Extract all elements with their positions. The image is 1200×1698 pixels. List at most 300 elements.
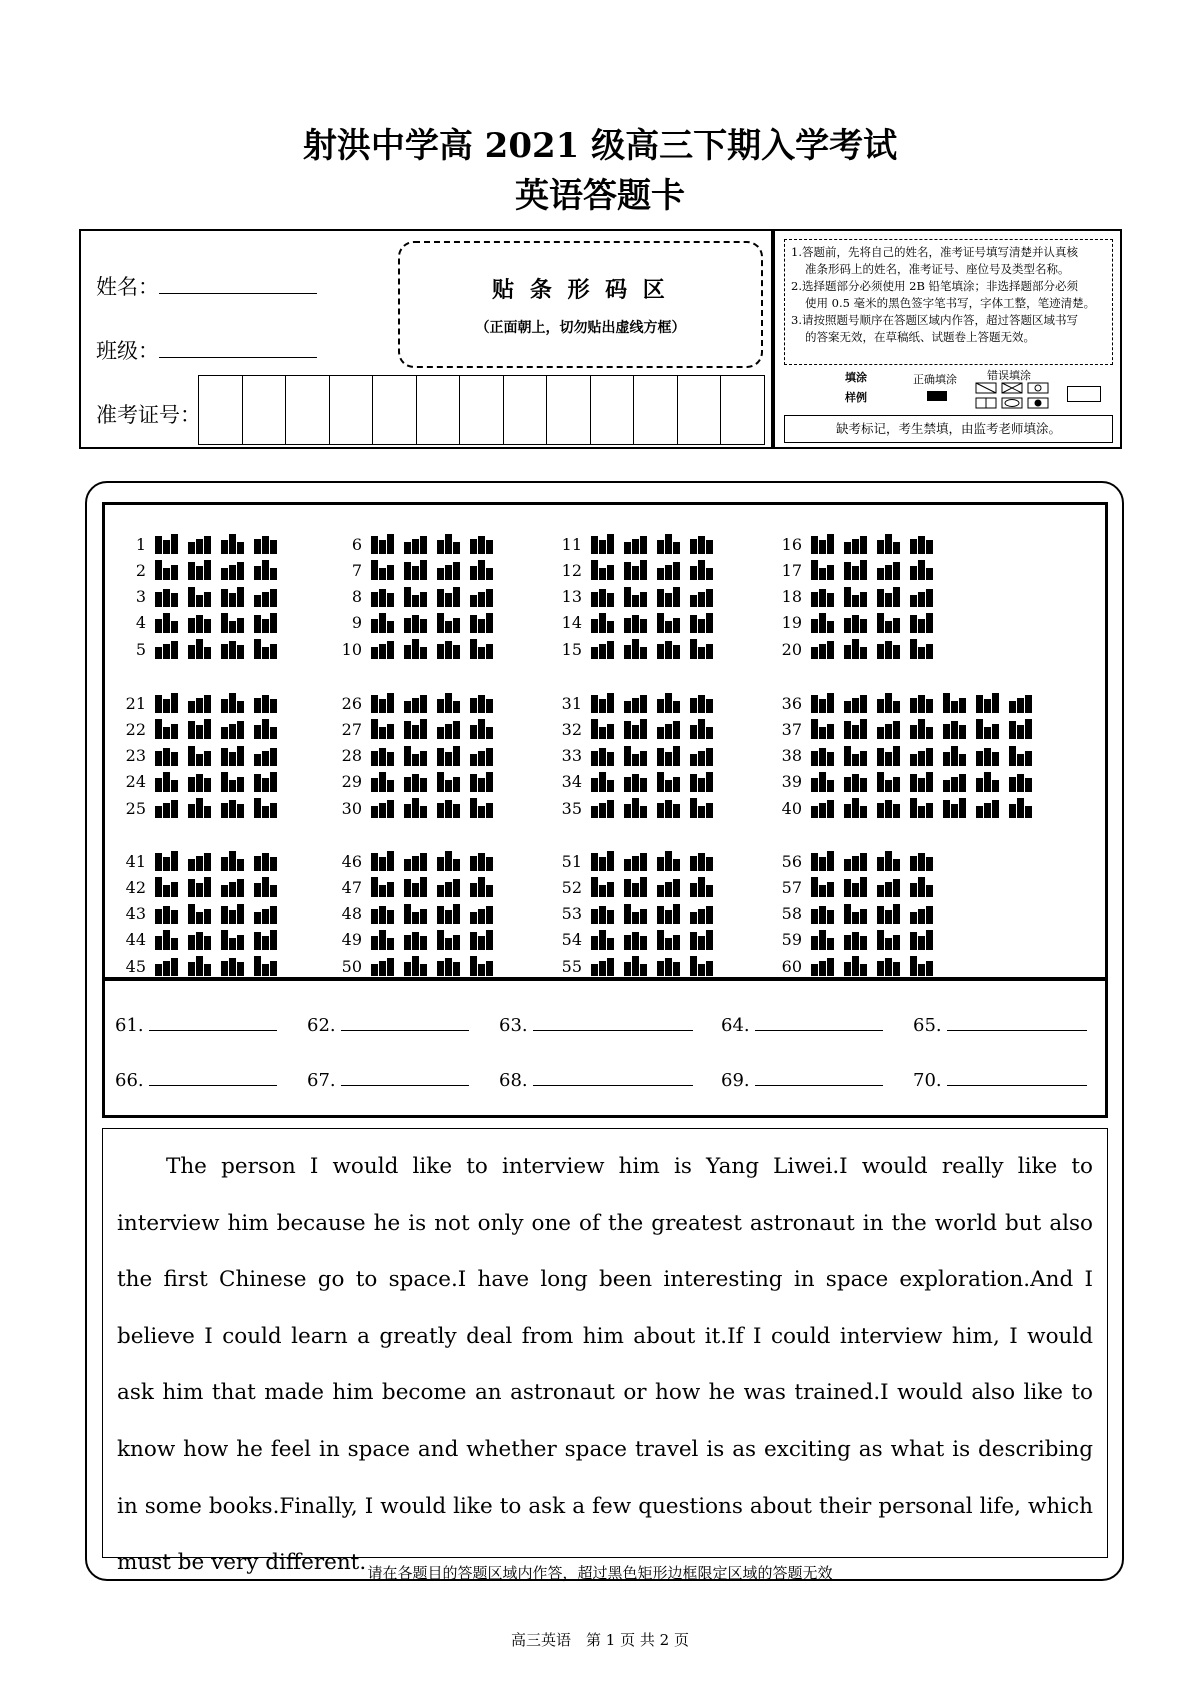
answer-bubble[interactable]: [470, 560, 494, 580]
ticket-digit-cell[interactable]: [633, 376, 677, 444]
answer-bubble[interactable]: [910, 693, 934, 713]
answer-bubble[interactable]: [657, 693, 681, 713]
ticket-digit-cell[interactable]: [720, 376, 764, 444]
answer-bubble[interactable]: [254, 639, 278, 659]
answer-bubble[interactable]: [188, 746, 212, 766]
answer-bubble[interactable]: [624, 613, 648, 633]
answer-bubble[interactable]: [811, 560, 835, 580]
answer-bubble[interactable]: [470, 534, 494, 554]
answer-bubble[interactable]: [254, 560, 278, 580]
answer-bubble[interactable]: [657, 877, 681, 897]
ticket-digit-cell[interactable]: [285, 376, 329, 444]
answer-bubble[interactable]: [657, 719, 681, 739]
answer-bubble[interactable]: [404, 904, 428, 924]
mc-question-2: [112, 557, 278, 583]
answer-bubble[interactable]: [690, 587, 714, 607]
answer-bubble[interactable]: [877, 693, 901, 713]
answer-bubble[interactable]: [811, 693, 835, 713]
answer-bubble[interactable]: [844, 560, 868, 580]
answer-bubble[interactable]: [657, 587, 681, 607]
blank-62[interactable]: [307, 1015, 469, 1036]
mc-question-7: [328, 557, 494, 583]
answer-bubble[interactable]: [254, 798, 278, 818]
answer-bubble[interactable]: [844, 693, 868, 713]
answer-bubble[interactable]: [591, 904, 615, 924]
blank-number: 64.: [721, 1015, 750, 1036]
answer-bubble[interactable]: [844, 956, 868, 976]
answer-bubble[interactable]: [254, 851, 278, 871]
blank-63[interactable]: [499, 1015, 693, 1036]
answer-bubble[interactable]: [188, 613, 212, 633]
blank-61[interactable]: [115, 1015, 277, 1036]
answer-bubble[interactable]: [221, 956, 245, 976]
answer-bubble[interactable]: [221, 693, 245, 713]
answer-bubble[interactable]: [910, 639, 934, 659]
answer-bubble[interactable]: [371, 639, 395, 659]
answer-bubble[interactable]: [437, 587, 461, 607]
answer-bubble[interactable]: [371, 904, 395, 924]
answer-bubble[interactable]: [470, 746, 494, 766]
absent-mark-box[interactable]: [1067, 386, 1101, 402]
answer-bubble[interactable]: [877, 904, 901, 924]
answer-bubble[interactable]: [221, 534, 245, 554]
answer-bubble[interactable]: [155, 534, 179, 554]
answer-bubble[interactable]: [1009, 772, 1033, 792]
answer-bubble[interactable]: [371, 746, 395, 766]
ticket-digit-cell[interactable]: [372, 376, 416, 444]
answer-bubble[interactable]: [221, 851, 245, 871]
answer-bubble[interactable]: [155, 930, 179, 950]
answer-bubble[interactable]: [404, 746, 428, 766]
mc-question-38: [768, 743, 1033, 769]
answer-bubble[interactable]: [591, 560, 615, 580]
answer-bubble[interactable]: [155, 613, 179, 633]
answer-bubble[interactable]: [155, 587, 179, 607]
answer-bubble[interactable]: [188, 587, 212, 607]
ticket-digit-cell[interactable]: [242, 376, 286, 444]
answer-bubble[interactable]: [404, 587, 428, 607]
answer-bubble[interactable]: [188, 560, 212, 580]
answer-bubble[interactable]: [844, 587, 868, 607]
answer-bubble[interactable]: [657, 904, 681, 924]
answer-bubble[interactable]: [690, 639, 714, 659]
answer-bubble[interactable]: [877, 930, 901, 950]
ticket-digit-cell[interactable]: [329, 376, 373, 444]
answer-bubble[interactable]: [371, 587, 395, 607]
answer-bubble[interactable]: [624, 639, 648, 659]
answer-bubble[interactable]: [591, 930, 615, 950]
answer-bubble[interactable]: [188, 693, 212, 713]
answer-bubble[interactable]: [624, 851, 648, 871]
ticket-digit-cell[interactable]: [590, 376, 634, 444]
answer-bubble[interactable]: [690, 904, 714, 924]
answer-bubble[interactable]: [976, 772, 1000, 792]
answer-bubble[interactable]: [657, 930, 681, 950]
answer-bubble[interactable]: [437, 877, 461, 897]
answer-bubble[interactable]: [437, 693, 461, 713]
answer-bubble[interactable]: [811, 613, 835, 633]
answer-bubble[interactable]: [624, 693, 648, 713]
answer-bubble[interactable]: [811, 851, 835, 871]
fill-sample-label-2: 样例: [845, 391, 867, 404]
answer-bubble[interactable]: [591, 798, 615, 818]
answer-bubble[interactable]: [437, 534, 461, 554]
answer-bubble[interactable]: [690, 877, 714, 897]
answer-bubble[interactable]: [371, 851, 395, 871]
answer-bubble[interactable]: [811, 772, 835, 792]
answer-bubble[interactable]: [1009, 693, 1033, 713]
answer-bubble[interactable]: [371, 534, 395, 554]
answer-bubble[interactable]: [657, 639, 681, 659]
answer-bubble[interactable]: [690, 746, 714, 766]
answer-bubble[interactable]: [1009, 798, 1033, 818]
answer-bubble[interactable]: [657, 560, 681, 580]
answer-bubble[interactable]: [690, 693, 714, 713]
mc-question-46: [328, 848, 494, 874]
answer-bubble[interactable]: [188, 772, 212, 792]
ticket-digit-cell[interactable]: [546, 376, 590, 444]
answer-bubble[interactable]: [221, 746, 245, 766]
answer-bubble[interactable]: [470, 587, 494, 607]
answer-bubble[interactable]: [404, 956, 428, 976]
answer-bubble[interactable]: [976, 798, 1000, 818]
answer-bubble[interactable]: [877, 560, 901, 580]
answer-bubble[interactable]: [910, 956, 934, 976]
answer-bubble[interactable]: [657, 772, 681, 792]
blank-69[interactable]: [721, 1070, 883, 1091]
answer-bubble[interactable]: [188, 798, 212, 818]
instruction-line: 准条形码上的姓名，准考证号、座位号及类型名称。: [805, 262, 1070, 276]
answer-bubble[interactable]: [437, 560, 461, 580]
question-number: 59: [781, 930, 802, 950]
answer-bubble[interactable]: [1009, 719, 1033, 739]
answer-bubble[interactable]: [221, 560, 245, 580]
answer-bubble[interactable]: [844, 851, 868, 871]
blank-66[interactable]: [115, 1070, 277, 1091]
answer-bubble[interactable]: [877, 639, 901, 659]
answer-bubble[interactable]: [877, 851, 901, 871]
mc-question-49: [328, 927, 494, 953]
answer-bubble[interactable]: [371, 956, 395, 976]
answer-bubble[interactable]: [188, 639, 212, 659]
ticket-number-grid[interactable]: [198, 375, 765, 445]
answer-bubble[interactable]: [155, 639, 179, 659]
answer-bubble[interactable]: [221, 639, 245, 659]
answer-bubble[interactable]: [690, 930, 714, 950]
answer-bubble[interactable]: [943, 798, 967, 818]
answer-bubble[interactable]: [811, 746, 835, 766]
answer-bubble[interactable]: [690, 851, 714, 871]
answer-bubble[interactable]: [155, 904, 179, 924]
answer-bubble[interactable]: [470, 798, 494, 818]
answer-bubble[interactable]: [811, 798, 835, 818]
answer-bubble[interactable]: [811, 904, 835, 924]
answer-bubble[interactable]: [976, 693, 1000, 713]
blank-number: 66.: [115, 1070, 144, 1091]
answer-bubble[interactable]: [811, 639, 835, 659]
answer-bubble[interactable]: [657, 746, 681, 766]
answer-bubble[interactable]: [437, 956, 461, 976]
answer-bubble[interactable]: [470, 693, 494, 713]
answer-bubble[interactable]: [155, 851, 179, 871]
answer-bubble[interactable]: [591, 772, 615, 792]
answer-bubble[interactable]: [254, 772, 278, 792]
answer-bubble[interactable]: [155, 772, 179, 792]
answer-bubble[interactable]: [254, 956, 278, 976]
answer-bubble[interactable]: [188, 534, 212, 554]
answer-bubble[interactable]: [371, 877, 395, 897]
answer-bubble[interactable]: [877, 798, 901, 818]
answer-bubble[interactable]: [591, 746, 615, 766]
answer-bubble[interactable]: [877, 877, 901, 897]
answer-bubble[interactable]: [404, 930, 428, 950]
question-number: 45: [125, 956, 146, 976]
answer-bubble[interactable]: [437, 851, 461, 871]
ticket-digit-cell[interactable]: [677, 376, 721, 444]
answer-bubble[interactable]: [437, 639, 461, 659]
answer-bubble[interactable]: [690, 613, 714, 633]
class-field[interactable]: [96, 335, 317, 365]
answer-bubble[interactable]: [844, 719, 868, 739]
blank-number: 67.: [307, 1070, 336, 1091]
answer-bubble[interactable]: [404, 719, 428, 739]
answer-bubble[interactable]: [591, 851, 615, 871]
ticket-digit-cell[interactable]: [416, 376, 460, 444]
answer-bubble[interactable]: [811, 534, 835, 554]
answer-bubble[interactable]: [470, 772, 494, 792]
answer-bubble[interactable]: [470, 877, 494, 897]
answer-bubble[interactable]: [844, 613, 868, 633]
answer-bubble[interactable]: [657, 798, 681, 818]
answer-bubble[interactable]: [221, 877, 245, 897]
answer-bubble[interactable]: [690, 772, 714, 792]
answer-bubble[interactable]: [844, 930, 868, 950]
answer-bubble[interactable]: [976, 746, 1000, 766]
answer-bubble[interactable]: [470, 639, 494, 659]
answer-bubble[interactable]: [155, 560, 179, 580]
answer-bubble[interactable]: [690, 719, 714, 739]
answer-bubble[interactable]: [844, 877, 868, 897]
answer-bubble[interactable]: [188, 904, 212, 924]
answer-bubble[interactable]: [591, 534, 615, 554]
answer-bubble[interactable]: [404, 851, 428, 871]
answer-bubble[interactable]: [437, 613, 461, 633]
answer-bubble[interactable]: [844, 639, 868, 659]
answer-bubble[interactable]: [404, 639, 428, 659]
answer-bubble[interactable]: [624, 930, 648, 950]
blank-67[interactable]: [307, 1070, 469, 1091]
answer-bubble[interactable]: [943, 719, 967, 739]
barcode-note: （正面朝上，切勿贴出虚线方框）: [475, 320, 686, 336]
answer-bubble[interactable]: [811, 587, 835, 607]
answer-bubble[interactable]: [624, 772, 648, 792]
answer-bubble[interactable]: [371, 798, 395, 818]
answer-bubble[interactable]: [470, 719, 494, 739]
answer-bubble[interactable]: [910, 587, 934, 607]
answer-bubble[interactable]: [591, 693, 615, 713]
answer-bubble[interactable]: [437, 904, 461, 924]
answer-bubble[interactable]: [591, 587, 615, 607]
answer-bubble[interactable]: [591, 719, 615, 739]
answer-bubble[interactable]: [437, 772, 461, 792]
answer-bubble[interactable]: [404, 877, 428, 897]
answer-bubble[interactable]: [624, 719, 648, 739]
answer-bubble[interactable]: [371, 772, 395, 792]
answer-bubble[interactable]: [404, 772, 428, 792]
answer-bubble[interactable]: [624, 587, 648, 607]
answer-bubble[interactable]: [811, 930, 835, 950]
answer-bubble[interactable]: [943, 693, 967, 713]
answer-bubble[interactable]: [371, 613, 395, 633]
answer-bubble[interactable]: [877, 746, 901, 766]
answer-bubble[interactable]: [910, 877, 934, 897]
answer-bubble[interactable]: [624, 746, 648, 766]
answer-bubble[interactable]: [221, 930, 245, 950]
answer-bubble[interactable]: [221, 719, 245, 739]
answer-bubble[interactable]: [690, 534, 714, 554]
answer-bubble[interactable]: [690, 956, 714, 976]
question-number: 27: [341, 719, 362, 739]
answer-bubble[interactable]: [437, 798, 461, 818]
question-number: 50: [341, 956, 362, 976]
answer-bubble[interactable]: [877, 587, 901, 607]
answer-bubble[interactable]: [188, 877, 212, 897]
answer-bubble[interactable]: [254, 534, 278, 554]
answer-bubble[interactable]: [943, 746, 967, 766]
answer-bubble[interactable]: [437, 746, 461, 766]
answer-bubble[interactable]: [910, 746, 934, 766]
answer-bubble[interactable]: [404, 560, 428, 580]
answer-bubble[interactable]: [221, 772, 245, 792]
answer-bubble[interactable]: [254, 930, 278, 950]
answer-bubble[interactable]: [470, 904, 494, 924]
question-number: 31: [561, 693, 582, 713]
answer-bubble[interactable]: [155, 798, 179, 818]
answer-bubble[interactable]: [591, 877, 615, 897]
answer-bubble[interactable]: [877, 772, 901, 792]
ticket-digit-cell[interactable]: [503, 376, 547, 444]
answer-bubble[interactable]: [470, 930, 494, 950]
answer-bubble[interactable]: [624, 798, 648, 818]
answer-bubble[interactable]: [844, 746, 868, 766]
answer-bubble[interactable]: [254, 613, 278, 633]
answer-bubble[interactable]: [624, 956, 648, 976]
answer-bubble[interactable]: [188, 930, 212, 950]
answer-bubble[interactable]: [624, 904, 648, 924]
answer-bubble[interactable]: [591, 956, 615, 976]
blank-70[interactable]: [913, 1070, 1087, 1091]
answer-bubble[interactable]: [254, 877, 278, 897]
answer-bubble[interactable]: [657, 851, 681, 871]
answer-bubble[interactable]: [591, 613, 615, 633]
answer-bubble[interactable]: [910, 719, 934, 739]
answer-bubble[interactable]: [254, 693, 278, 713]
answer-bubble[interactable]: [221, 613, 245, 633]
answer-bubble[interactable]: [844, 534, 868, 554]
answer-bubble[interactable]: [844, 904, 868, 924]
answer-bubble[interactable]: [811, 956, 835, 976]
answer-bubble[interactable]: [877, 534, 901, 554]
answer-bubble[interactable]: [910, 613, 934, 633]
answer-bubble[interactable]: [591, 639, 615, 659]
answer-bubble[interactable]: [657, 613, 681, 633]
answer-bubble[interactable]: [470, 956, 494, 976]
answer-bubble[interactable]: [155, 956, 179, 976]
answer-bubble[interactable]: [221, 798, 245, 818]
answer-bubble[interactable]: [404, 798, 428, 818]
mc-question-15: [548, 636, 714, 662]
answer-bubble[interactable]: [254, 904, 278, 924]
answer-bubble[interactable]: [811, 719, 835, 739]
answer-bubble[interactable]: [624, 560, 648, 580]
answer-bubble[interactable]: [844, 798, 868, 818]
answer-bubble[interactable]: [188, 956, 212, 976]
answer-bubble[interactable]: [624, 534, 648, 554]
answer-bubble[interactable]: [188, 719, 212, 739]
instruction-line: 使用 0.5 毫米的黑色签字笔书写，字体工整，笔迹清楚。: [805, 296, 1096, 310]
answer-bubble[interactable]: [690, 560, 714, 580]
answer-bubble[interactable]: [657, 534, 681, 554]
answer-bubble[interactable]: [910, 904, 934, 924]
answer-bubble[interactable]: [254, 719, 278, 739]
answer-bubble[interactable]: [254, 746, 278, 766]
answer-bubble[interactable]: [910, 851, 934, 871]
answer-bubble[interactable]: [155, 877, 179, 897]
answer-bubble[interactable]: [943, 772, 967, 792]
blank-64[interactable]: [721, 1015, 883, 1036]
answer-bubble[interactable]: [910, 772, 934, 792]
ticket-digit-cell[interactable]: [199, 376, 242, 444]
answer-bubble[interactable]: [188, 851, 212, 871]
answer-bubble[interactable]: [690, 798, 714, 818]
answer-bubble[interactable]: [910, 930, 934, 950]
answer-bubble[interactable]: [437, 719, 461, 739]
answer-bubble[interactable]: [877, 956, 901, 976]
answer-bubble[interactable]: [404, 534, 428, 554]
answer-bubble[interactable]: [221, 904, 245, 924]
answer-bubble[interactable]: [404, 693, 428, 713]
answer-bubble[interactable]: [470, 851, 494, 871]
answer-bubble[interactable]: [371, 693, 395, 713]
answer-bubble[interactable]: [657, 956, 681, 976]
answer-bubble[interactable]: [371, 560, 395, 580]
answer-bubble[interactable]: [155, 719, 179, 739]
answer-bubble[interactable]: [155, 746, 179, 766]
answer-bubble[interactable]: [221, 587, 245, 607]
ticket-digit-cell[interactable]: [459, 376, 503, 444]
answer-bubble[interactable]: [877, 613, 901, 633]
answer-bubble[interactable]: [371, 719, 395, 739]
answer-bubble[interactable]: [624, 877, 648, 897]
answer-bubble[interactable]: [844, 772, 868, 792]
answer-bubble[interactable]: [877, 719, 901, 739]
blank-65[interactable]: [913, 1015, 1087, 1036]
answer-bubble[interactable]: [1009, 746, 1033, 766]
answer-bubble[interactable]: [371, 930, 395, 950]
answer-bubble[interactable]: [155, 693, 179, 713]
answer-bubble[interactable]: [437, 930, 461, 950]
answer-bubble[interactable]: [404, 613, 428, 633]
answer-bubble[interactable]: [470, 613, 494, 633]
answer-bubble[interactable]: [254, 587, 278, 607]
answer-bubble[interactable]: [910, 534, 934, 554]
blank-68[interactable]: [499, 1070, 693, 1091]
name-field[interactable]: [96, 271, 317, 301]
answer-bubble[interactable]: [910, 798, 934, 818]
answer-bubble[interactable]: [910, 560, 934, 580]
answer-bubble[interactable]: [976, 719, 1000, 739]
answer-bubble[interactable]: [811, 877, 835, 897]
